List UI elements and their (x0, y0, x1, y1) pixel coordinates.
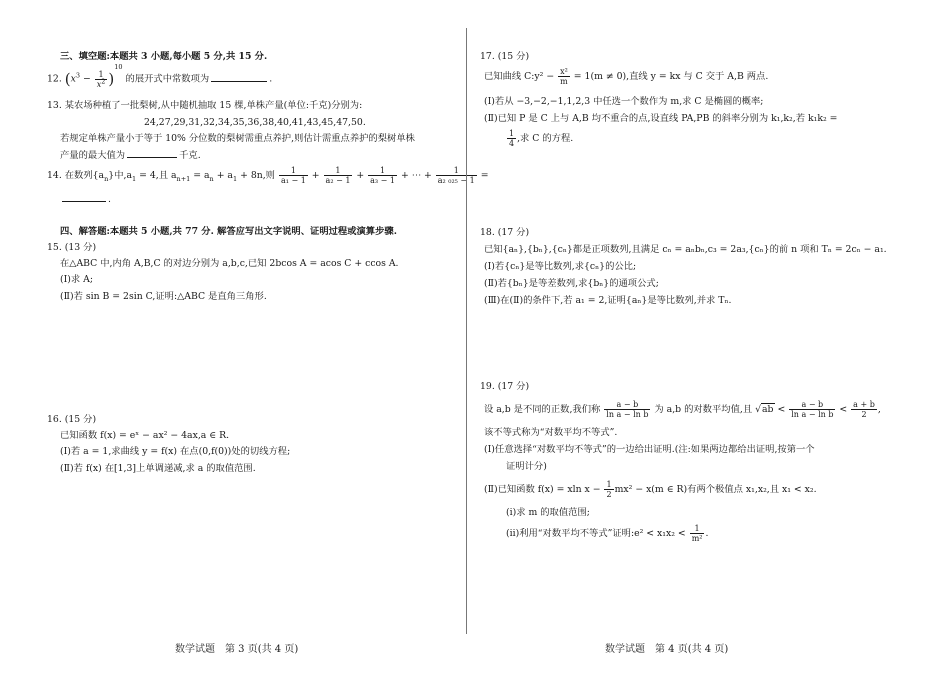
fraction: $\frac{1}{\text{a₁ − 1}}$ (280, 166, 306, 185)
question-18-head: 18. (17 分) (480, 227, 530, 238)
question-13-line1: 13. 某农场种植了一批梨树,从中随机抽取 15 棵,单株产量(单位:千克)分别为: (47, 100, 363, 111)
fraction: $\frac{a - b}{\text{ln a − ln b}}$ (791, 400, 834, 419)
question-15-head: 15. (13 分) (47, 242, 97, 253)
question-18-part2: (Ⅱ)若{bₙ}是等差数列,求{bₙ}的通项公式; (484, 278, 659, 289)
answer-blank (127, 148, 177, 158)
question-17-part2-cont: $\frac{1}{4}$ ,求 C 的方程. (509, 129, 574, 148)
fraction: $\frac{1}{4}$ (509, 129, 515, 148)
question-13-line4: 产量的最大值为 千克. (60, 150, 201, 161)
fraction: $\frac{1}{2}$ (606, 480, 612, 499)
question-18-line1: 已知{aₙ},{bₙ},{cₙ}都是正项数列,且满足 cₙ = aₙbₙ,c₃ = 2a₃,{cₙ}的前 n 项和 Tₙ = 2cₙ − a₁. (484, 244, 887, 255)
fraction: $\frac{1}{\text{a₂ − 1}}$ (325, 166, 351, 185)
answer-blank (211, 72, 267, 82)
fraction: $\frac{1}{\text{a₃ − 1}}$ (370, 166, 395, 185)
answer-blank (62, 192, 106, 202)
section4-title: 四、解答题:本题共 5 小题,共 77 分. 解答应写出文字说明、证明过程或演算步骤. (60, 226, 397, 237)
left-paren: ( (64, 70, 71, 88)
question-17-part2: (Ⅱ)已知 P 是 C 上与 A,B 均不重合的点,设直线 PA,PB 的斜率分别为 k₁,k₂,若 k₁k₂ = (484, 113, 838, 124)
question-19-part2: (Ⅱ)已知函数 f(x) = xln x − $\frac{1}{2}$ mx² − x(m ∈ R)有两个极值点 x₁,x₂,且 x₁ < x₂. (484, 480, 817, 499)
question-13-data: 24,27,29,31,32,34,35,36,38,40,41,43,45,47,50. (144, 117, 366, 128)
question-17-head: 17. (15 分) (480, 51, 530, 62)
question-13-line3: 若规定单株产量小于等于 10% 分位数的梨树需重点养护,则估计需重点养护的梨树单株 (60, 133, 415, 144)
question-19-head: 19. (17 分) (480, 381, 530, 392)
section3-title: 三、填空题:本题共 3 小题,每小题 5 分,共 15 分. (60, 51, 268, 62)
fraction: $\frac{a + b}{2}$ (853, 400, 875, 419)
fraction: $\frac{1}{x^2}$ (96, 69, 106, 89)
question-16-line1: 已知函数 f(x) = eˣ − ax² − 4ax,a ∈ R. (60, 430, 230, 441)
fraction: $\frac{1}{\text{a₂ ₀₂₅ − 1}}$ (437, 166, 475, 185)
right-page (472, 0, 950, 688)
page-footer: 数学试题 第 4 页(共 4 页) (605, 644, 729, 655)
question-19-sub1: (ⅰ)求 m 的取值范围; (506, 507, 590, 518)
question-16-head: 16. (15 分) (47, 414, 97, 425)
fraction: $\frac{1}{\text{m²}}$ (691, 524, 703, 543)
column-divider (466, 28, 467, 634)
question-19-line1: 设 a,b 是不同的正数,我们称 $\frac{a - b}{\text{ln a − ln b}}$ 为 a,b 的对数平均值,且 √ab < $\frac{a - b}{\text{ln a − ln b}}$ < $\frac{a + b}{2}$ , (484, 400, 881, 419)
question-16-part1: (Ⅰ)若 a = 1,求曲线 y = f(x) 在点(0,f(0))处的切线方程; (60, 446, 291, 457)
question-17-line1: 已知曲线 C:y² − $\frac{\text{x²}}{m}$ = 1(m ≠ 0),直线 y = kx 与 C 交于 A,B 两点. (484, 67, 769, 86)
fraction: $\frac{\text{x²}}{m}$ (560, 67, 568, 86)
question-19-line2: 该不等式称为“对数平均不等式”. (484, 427, 618, 438)
question-18-part3: (Ⅲ)在(Ⅱ)的条件下,若 a₁ = 2,证明{aₙ}是等比数列,并求 Tₙ. (484, 295, 732, 306)
page-footer: 数学试题 第 3 页(共 4 页) (175, 644, 299, 655)
question-15-line1: 在△ABC 中,内角 A,B,C 的对边分别为 a,b,c,已知 2bcos A = acos C + ccos A. (60, 258, 399, 269)
question-19-part1: (Ⅰ)任意选择“对数平均不等式”的一边给出证明.(注:如果两边都给出证明,按第一个 (484, 444, 815, 455)
question-19-sub2: (ⅱ)利用“对数平均不等式”证明:e² < x₁x₂ < $\frac{1}{\text{m²}}$ . (506, 524, 709, 543)
question-19-part1-cont: 证明计分) (506, 461, 547, 472)
question-15-part1: (Ⅰ)求 A; (60, 274, 94, 285)
question-16-part2: (Ⅱ)若 f(x) 在[1,3]上单调递减,求 a 的取值范围. (60, 463, 256, 474)
question-14-answer: . (60, 192, 111, 206)
question-14: 14. 在数列$\{a_n\}$中$,a_1 = 4$,且 $a_{n+1} = a_n + a_1 + 8n$,则 $\frac{1}{\text{a₁ − 1}}$ + $\frac{1}{\text{a₂ − 1}}$ + $\frac{1}{\text{a₃ − 1}}$ + ⋯ + $\frac{1}{\text{a₂ ₀₂₅ − 1}}$ = (47, 166, 489, 185)
question-12: 12. ($x^3$ − $\frac{1}{x^2}$ )$^{10}$ 的展开式中常数项为 . (47, 63, 273, 89)
right-paren: ) (108, 70, 115, 88)
question-17-part1: (Ⅰ)若从 −3,−2,−1,1,2,3 中任选一个数作为 m,求 C 是椭圆的概率; (484, 96, 764, 107)
question-15-part2: (Ⅱ)若 sin B = 2sin C,证明:△ABC 是直角三角形. (60, 291, 267, 302)
fraction: $\frac{a - b}{\text{ln a − ln b}}$ (606, 400, 649, 419)
question-18-part1: (Ⅰ)若{cₙ}是等比数列,求{cₙ}的公比; (484, 261, 637, 272)
